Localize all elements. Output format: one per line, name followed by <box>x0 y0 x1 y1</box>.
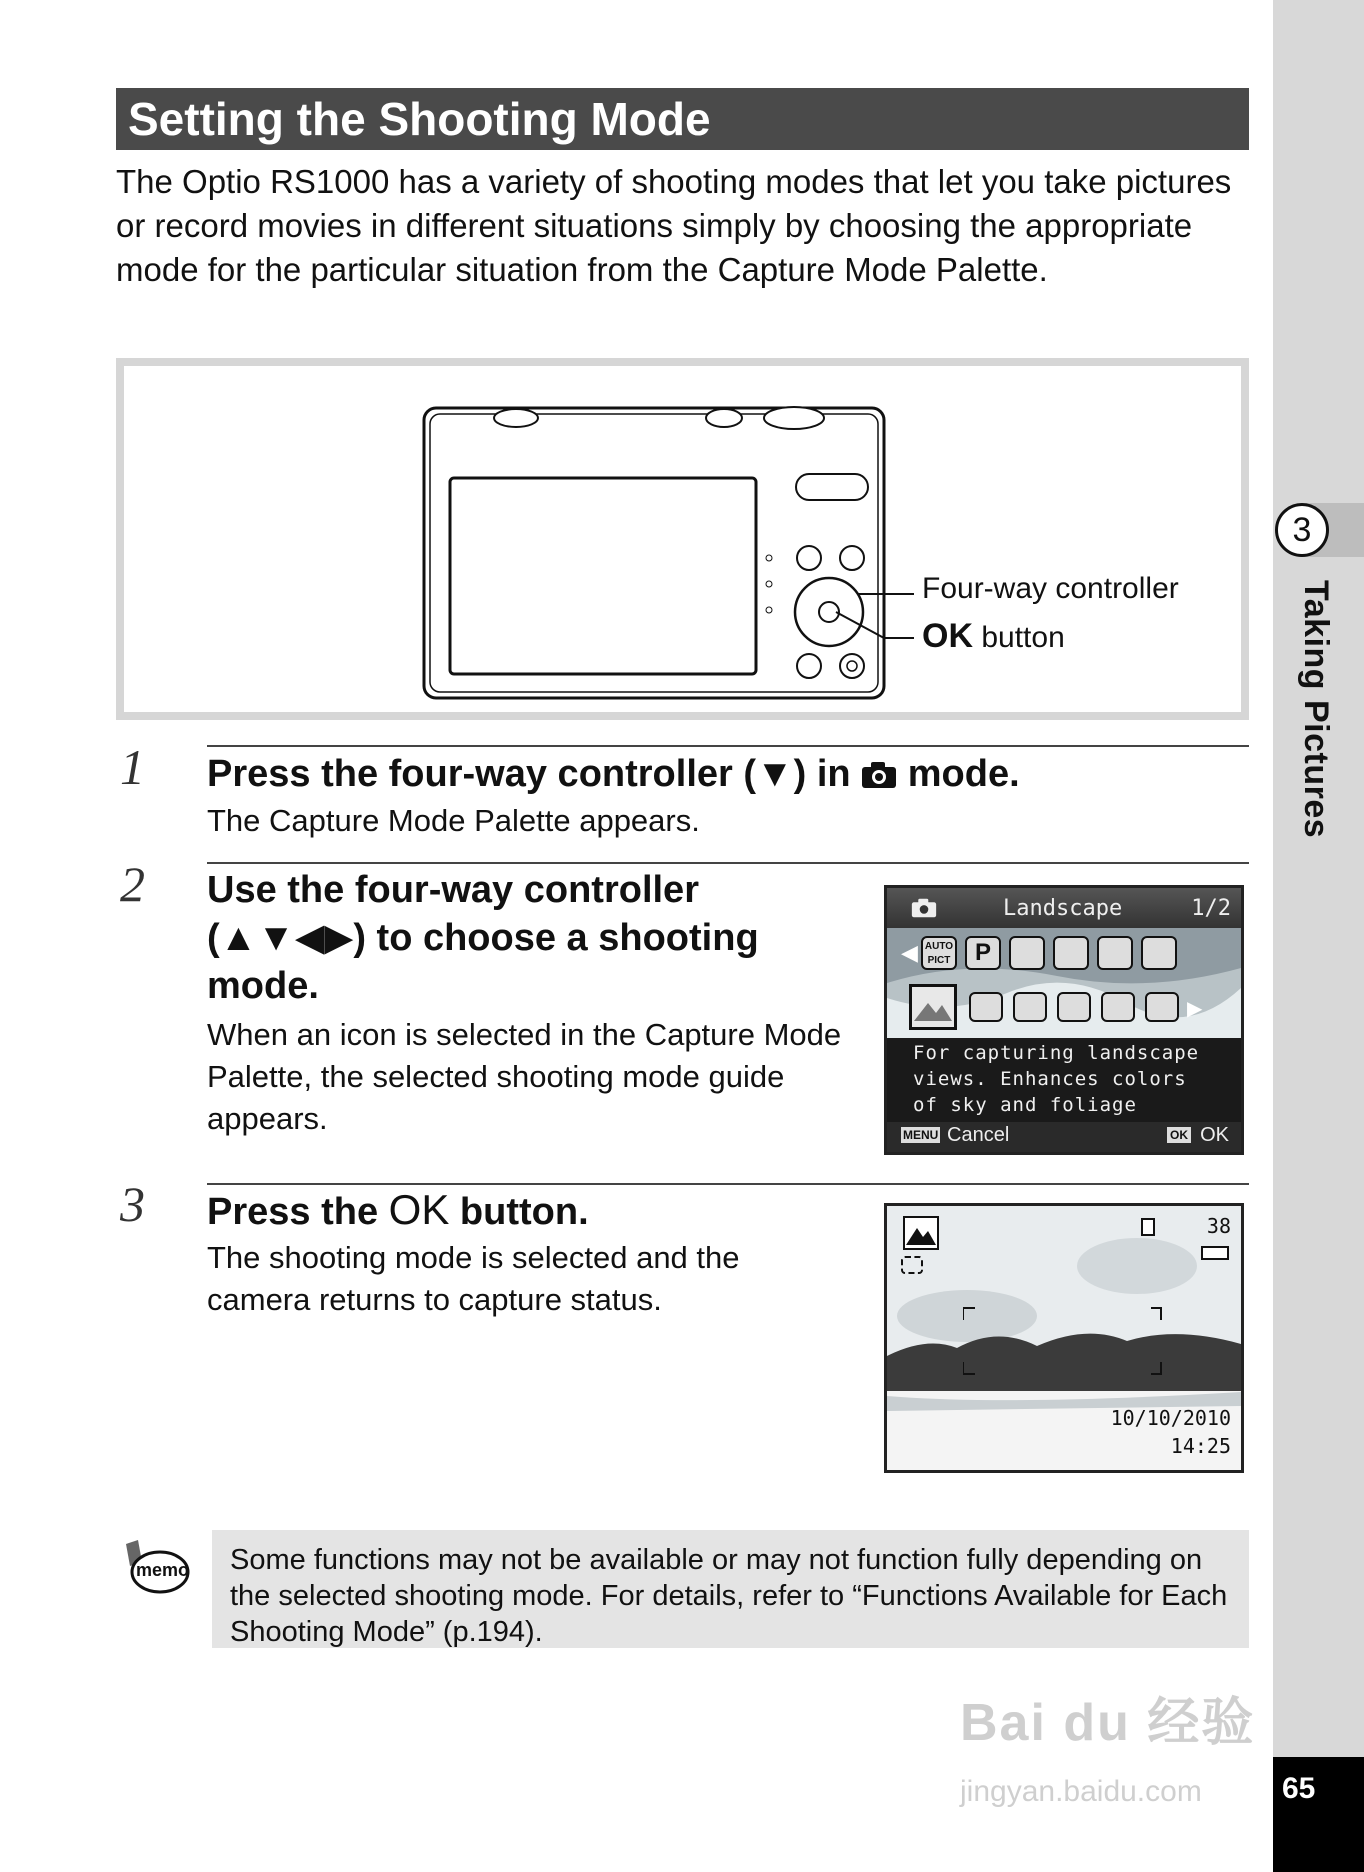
memo-icon-label: memo <box>136 1560 190 1580</box>
landscape-mode-indicator-icon <box>903 1216 939 1250</box>
step-divider <box>207 1183 1249 1185</box>
palette-page-indicator: 1/2 <box>1191 896 1231 921</box>
step-number: 2 <box>120 856 145 912</box>
step-1-heading-text: Press the four-way controller (▼) in <box>207 753 851 795</box>
flower-close-mode-icon[interactable] <box>1057 992 1091 1022</box>
capture-status-screen <box>884 1203 1244 1473</box>
baidu-watermark <box>960 1680 1280 1830</box>
program-mode-icon[interactable]: P <box>965 936 1001 970</box>
capture-mode-palette-screen <box>884 885 1244 1155</box>
label-four-way-controller: Four-way controller <box>922 572 1179 605</box>
page-title: Setting the Shooting Mode <box>116 88 1249 150</box>
camera-figure <box>116 358 1249 720</box>
intro-paragraph: The Optio RS1000 has a variety of shooting modes that let you take pictures or record movies in different situations simply by choosing the appropriate mode for the particular situation from the Capture Mode Palette. <box>116 163 1232 288</box>
step-divider <box>207 745 1249 747</box>
step-1-body: The Capture Mode Palette appears. <box>207 803 700 838</box>
ok-glyph: OK <box>922 617 973 655</box>
guide-line: For capturing landscape <box>913 1042 1200 1064</box>
camera-back-illustration <box>124 366 1241 712</box>
focus-frame <box>963 1306 1163 1376</box>
guide-line: views. Enhances colors <box>913 1068 1187 1090</box>
step-divider <box>207 862 1249 864</box>
face-portrait-mode-icon[interactable] <box>1009 936 1045 970</box>
palette-guide-text <box>913 1040 1199 1118</box>
cancel-label[interactable]: Cancel <box>947 1124 1010 1146</box>
capture-time: 14:25 <box>1170 1434 1231 1458</box>
camera-mode-icon <box>911 898 937 918</box>
memo-icon <box>120 1536 190 1596</box>
landscape-icon <box>905 1218 937 1248</box>
step-number: 1 <box>120 739 145 795</box>
camera-mode-icon <box>861 761 897 789</box>
step-2-body: When an icon is selected in the Capture Mode Palette, the selected shooting mode guide appears. <box>207 1017 842 1136</box>
step-3-heading-text: Press the <box>207 1191 379 1233</box>
label-ok-text: button <box>981 621 1065 654</box>
group-mode-icon[interactable] <box>1145 992 1179 1022</box>
ok-key-badge: OK <box>1167 1127 1191 1143</box>
memory-card-icon <box>1141 1218 1155 1236</box>
watermark-brand: Bai du 经验 <box>960 1694 1256 1752</box>
step-1-heading-end: mode. <box>907 753 1020 795</box>
step-3-heading <box>207 1186 589 1236</box>
step-2-heading <box>207 866 759 1010</box>
auto-picture-mode-icon[interactable]: AUTO PICT <box>921 936 957 970</box>
palette-icon-row-1 <box>901 936 1231 972</box>
chevron-right-icon[interactable]: ▶ <box>1187 998 1203 1020</box>
capture-date: 10/10/2010 <box>1110 1406 1231 1430</box>
palette-mode-name: Landscape <box>1003 896 1123 921</box>
ok-glyph: OK <box>388 1186 450 1233</box>
palette-title-bar <box>887 888 1241 928</box>
step-3-body: The shooting mode is selected and the camera returns to capture status. <box>207 1240 740 1317</box>
step-2-heading-line: mode. <box>207 965 319 1007</box>
chapter-title: Taking Pictures <box>1297 580 1335 839</box>
sport-mode-icon[interactable] <box>1101 992 1135 1022</box>
guide-line: of sky and foliage <box>913 1094 1137 1116</box>
palette-icon-row-2 <box>909 984 1239 1032</box>
watermark-url: jingyan.baidu.com <box>960 1775 1202 1808</box>
landscape-icon <box>912 987 954 1027</box>
memo-note: Some functions may not be available or may not function fully depending on the selected shooting mode. For details, refer to “Functions Available for Each Shooting Mode” (p.194). <box>212 1530 1249 1648</box>
step-2-heading-line: Use the four-way controller <box>207 869 699 911</box>
flower-mode-icon[interactable] <box>969 992 1003 1022</box>
step-3-heading-end: button. <box>459 1191 589 1233</box>
menu-key-badge: MENU <box>903 1128 939 1142</box>
face-detection-icon <box>901 1256 923 1274</box>
landscape-mode-icon-selected[interactable] <box>909 984 957 1030</box>
ok-label[interactable]: OK <box>1200 1124 1229 1146</box>
step-2-heading-line: (▲▼◀▶) to choose a shooting <box>207 917 759 959</box>
chapter-number: 3 <box>1275 503 1329 557</box>
battery-icon <box>1201 1246 1229 1260</box>
page-number: 65 <box>1282 1772 1316 1805</box>
step-1-heading <box>207 750 1020 798</box>
sunset-mode-icon[interactable] <box>1013 992 1047 1022</box>
movie-mode-icon[interactable] <box>1141 936 1177 970</box>
chevron-left-icon[interactable]: ◀ <box>901 940 918 965</box>
side-tab <box>1273 0 1364 1872</box>
label-ok-button <box>922 617 1065 656</box>
night-scene-mode-icon[interactable] <box>1097 936 1133 970</box>
night-portrait-mode-icon[interactable] <box>1053 936 1089 970</box>
shots-remaining: 38 <box>1206 1214 1231 1238</box>
palette-bottom-bar <box>887 1122 1241 1152</box>
step-number: 3 <box>120 1176 145 1232</box>
